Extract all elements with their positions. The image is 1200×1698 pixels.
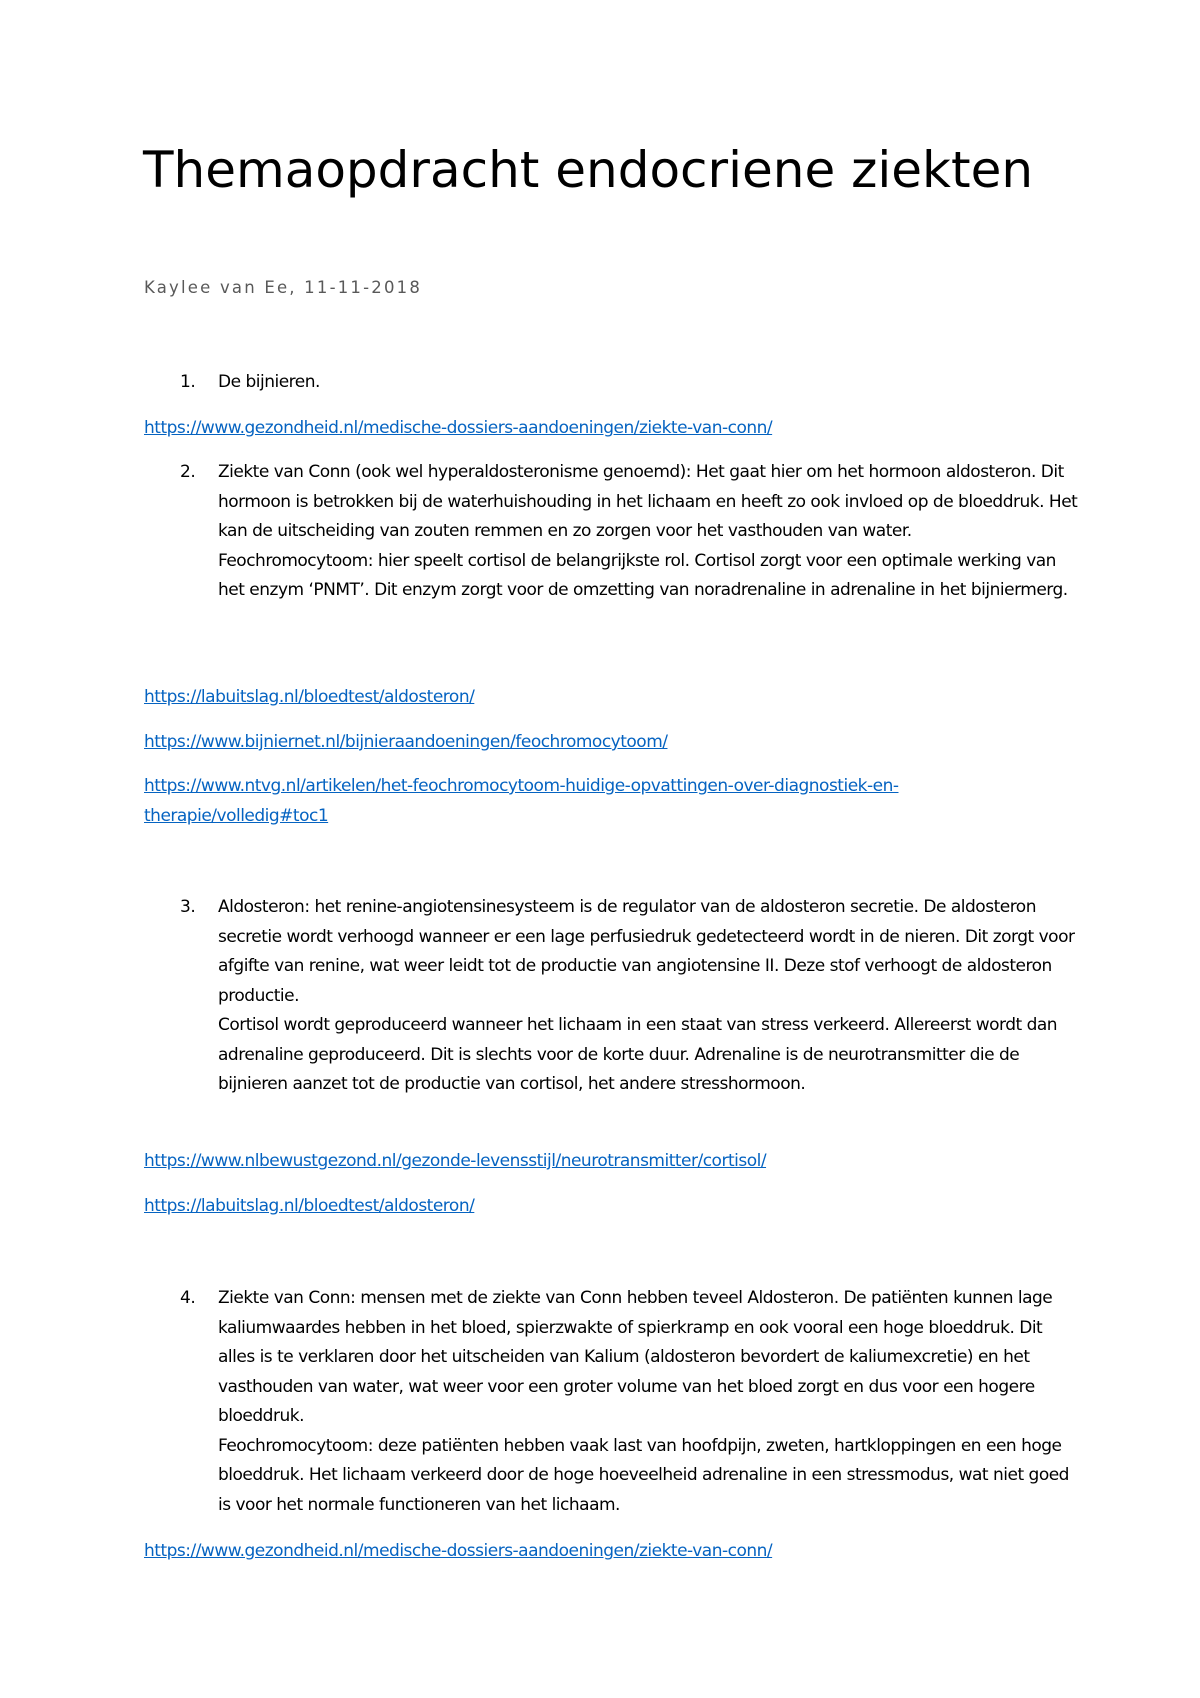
list-item-text xyxy=(218,458,1078,606)
reference-link[interactable]: https://labuitslag.nl/bloedtest/aldosteron/ xyxy=(144,687,475,707)
paragraph: Cortisol wordt geproduceerd wanneer het lichaam in een staat van stress verkeerd. Allereerst wordt dan adrenaline geproduceerd. Dit is slechts voor de korte duur. Adrenaline is de neurotransmitter die de bijnieren aanzet tot de productie van cortisol, het andere stresshormoon. xyxy=(218,1015,1058,1094)
list-number: 3. xyxy=(180,897,196,917)
list-number: 2. xyxy=(180,462,196,482)
paragraph: Feochromocytoom: hier speelt cortisol de belangrijkste rol. Cortisol zorgt voor een optimale werking van het enzym ‘PNMT’. Dit enzym zorgt voor de omzetting van noradrenaline in adrenaline in het bijniermerg. xyxy=(218,550,1068,600)
reference-link[interactable]: https://www.bijniernet.nl/bijnieraandoeningen/feochromocytoom/ xyxy=(144,732,668,752)
list-number: 4. xyxy=(180,1288,196,1308)
reference-link[interactable]: https://www.nlbewustgezond.nl/gezonde-levensstijl/neurotransmitter/cortisol/ xyxy=(144,1151,767,1171)
paragraph: De bijnieren. xyxy=(218,372,320,392)
list-item-text xyxy=(218,1284,1078,1520)
reference-link[interactable]: https://labuitslag.nl/bloedtest/aldosteron/ xyxy=(144,1196,475,1216)
paragraph: Ziekte van Conn: mensen met de ziekte van Conn hebben teveel Aldosteron. De patiënten kunnen lage kaliumwaardes hebben in het bloed, spierzwakte of spierkramp en ook vooral een hoge bloeddruk. Dit alles is te verklaren door het uitscheiden van Kalium (aldosteron bevordert de kaliumexcretie) en het vasthouden van water, wat weer voor een groter volume van het bloed zorgt en dus voor een hogere bloeddruk. xyxy=(218,1288,1053,1426)
document-title: Themaopdracht endocriene ziekten xyxy=(143,141,1034,199)
paragraph: Aldosteron: het renine-angiotensinesysteem is de regulator van de aldosteron secretie. De aldosteron secretie wordt verhoogd wanneer er een lage perfusiedruk gedetecteerd wordt in de nieren. Dit zorgt voor afgifte van renine, wat weer leidt tot de productie van angiotensine II. Deze stof verhoogt de aldosteron productie. xyxy=(218,897,1075,1006)
paragraph: Feochromocytoom: deze patiënten hebben vaak last van hoofdpijn, zweten, hartkloppingen en een hoge bloeddruk. Het lichaam verkeerd door de hoge hoeveelheid adrenaline in een stressmodus, wat niet goed is voor het normale functioneren van het lichaam. xyxy=(218,1435,1069,1515)
reference-link[interactable]: https://www.gezondheid.nl/medische-dossiers-aandoeningen/ziekte-van-conn/ xyxy=(144,418,773,438)
list-item-text xyxy=(218,893,1078,1100)
document-subtitle: Kaylee van Ee, 11-11-2018 xyxy=(144,278,423,297)
paragraph: Ziekte van Conn (ook wel hyperaldosteronisme genoemd): Het gaat hier om het hormoon aldosteron. Dit hormoon is betrokken bij de waterhuishouding in het lichaam en heeft zo ook invloed op de bloeddruk. Het kan de uitscheiding van zouten remmen en zo zorgen voor het vasthouden van water. xyxy=(218,462,1078,541)
reference-link[interactable]: https://www.ntvg.nl/artikelen/het-feochromocytoom-huidige-opvattingen-over-diagnostiek-en-therapie/volledig#toc1 xyxy=(144,776,899,826)
list-number: 1. xyxy=(180,372,196,392)
reference-link[interactable]: https://www.gezondheid.nl/medische-dossiers-aandoeningen/ziekte-van-conn/ xyxy=(144,1541,773,1561)
list-item-text xyxy=(218,368,1078,398)
